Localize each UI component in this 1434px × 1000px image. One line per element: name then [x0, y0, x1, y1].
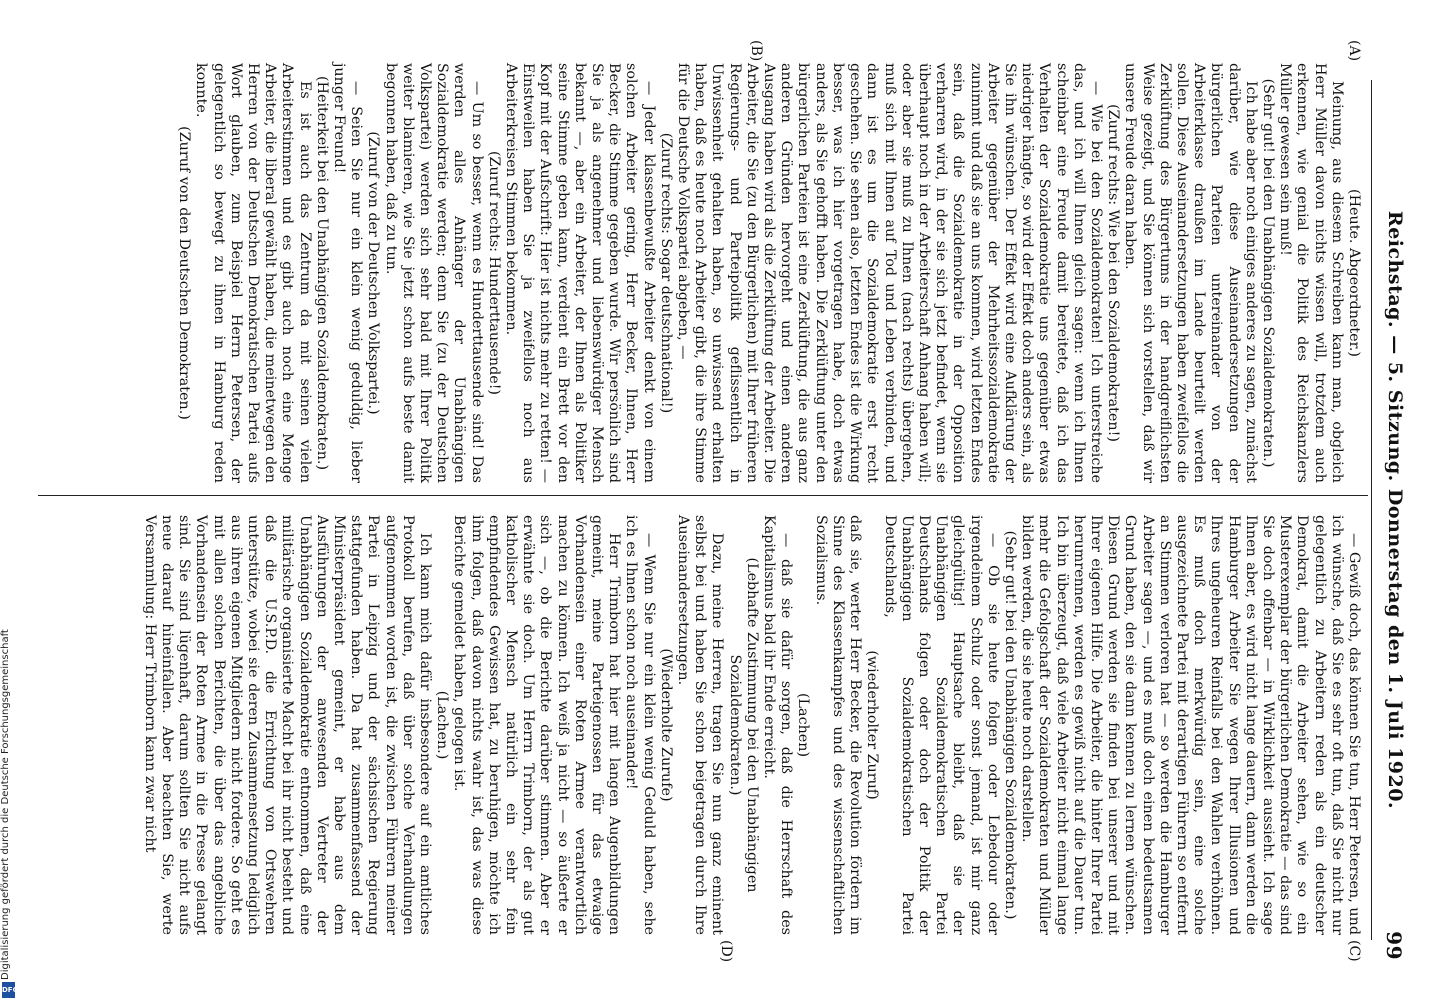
digitization-credit — [0, 600, 18, 1000]
paragraph: — Ob sie heute folgen oder Lebedour oder irgendeinem Schulz oder sonst jemand, ist mir ganz gleichgültig! Hauptsache bleibt, daß sie der Unabhängigen Sozialdemokratischen Partei Deutschlands folgen oder doch der Politik der Unabhängigen Sozialdemokratischen Partei Deutschlands, — [881, 515, 1001, 935]
margin-marker-d: (D) — [718, 940, 734, 963]
interjection: (Wiederholte Zurufe) — [657, 648, 674, 802]
paragraph: Ich habe aber noch einiges anderes zu sagen, zunächst darüber, wie diese Auseinandersetzungen der bürgerlichen Parteien untereinander von der Arbeiterklasse draußen im Lande beurteilt werden sollen. Diese Auseinandersetzungen haben zweifellos die Zerklüftung des Bürgertums in der handgreiflichsten Weise gezeigt, und Sie können sich vorstellen, daß wir unsere Freude daran haben. — [1122, 63, 1259, 483]
left-text-column — [175, 63, 1362, 483]
paragraph: Es ist auch das Zentrum da mit seinen vielen Arbeiterstimmen und es gibt auch noch eine Menge Arbeiter, die liberal gewählt haben, die meinetwegen den Herren von der Deutschen Demokratischen Partei aufs Wort glauben, zum Beispiel Herrn Petersen, der gelegentlich so bewegt zu ihnen in Hamburg reden konnte. — [193, 63, 313, 483]
paragraph: — Gewiß doch, das können Sie tun, Herr Petersen, und ich wünsche, daß Sie es sehr oft tun, daß Sie nicht nur gelegentlich zu Arbeitern reden als ein deutscher Demokrat, damit die Arbeiter sehen, wie so ein Musterexemplar der bürgerlichen Demokratie — das sind Sie doch offenbar — in Wirklichkeit aussieht. Ich sage Ihnen aber, es wird nicht lange dauern, dann werden die Hamburger Arbeiter Sie wegen Ihrer Illusionen und Ihres ungeheuren Reinfalls bei den Wahlen verhöhnen. Es muß doch merkwürdig sein, eine solche ausgezeichnete Partei mit derartigen Führern so entfernt an Stimmen verloren hat — so werden die Hamburger Arbeiter sagen —, und es muß doch einen bedeutsamen Grund haben, den sie dann kennen zu lernen wünschen. Diesen Grund werden sie finden bei unserer und mit Ihrer eigenen Hilfe. Die Arbeiter, die hinter Ihrer Partei herumrennen, werden es gewiß nicht auf die Dauer tun. Ich bin überzeugt, daß viele Arbeiter nicht einmal lange mehr die Gefolgschaft der Sozialdemokraten und Müller bilden werden, die sie heute noch darstellen. — [1019, 515, 1362, 935]
interjection: (Sehr gut! bei den Unabhängigen Sozialdemokraten.) — [1001, 530, 1018, 920]
margin-marker-c: (C) — [1346, 940, 1362, 962]
header-rule — [1371, 80, 1372, 940]
paragraph: Ich kann mich dafür insbesondere auf ein amtliches Protokoll berufen, daß über solche Verhandlungen aufgenommen worden ist, die zwischen Führern meiner Partei in Leipzig und der sächsischen Regierung stattgefunden haben. Da hat zusammenfassend der Ministerpräsident gemeint, er habe aus dem Ausführungen der anwesenden Vertreter der Unabhängigen Sozialdemokratie entnommen, daß eine militärische organisierte Macht bei ihr nicht besteht und daß die U.S.P.D. die Errichtung von Ortswehren unterstütze, wobei sie deren Zusammensetzung lediglich aus ihren eigenen Mitgliedern nicht fordere. So geht es mit allen solchen Berichten, die über das angebliche Vorhandensein der Roten Armee in die Presse gelangt sind. Sie sind lügenhaft, darum sollten Sie nicht aufs neue darauf hineinfallen. Aber beachten Sie, werte Versammlung: Herr Trimborn kann zwar nicht — [141, 515, 434, 935]
interjection: (wiederholter Zuruf) — [864, 650, 881, 800]
paragraph: — Wenn Sie nur ein klein wenig Geduld haben, sehe ich es Ihnen schon noch auseinander! — [623, 515, 657, 935]
interjection: (Heiterkeit bei den Unabhängigen Sozialdemokraten.) — [313, 75, 330, 471]
right-text-column — [141, 515, 1362, 935]
paragraph: Dazu, meine Herren, tragen Sie nun ganz eminent selbst bei und haben Sie schon beigetragen durch Ihre Auseinandersetzungen. — [675, 515, 726, 935]
paragraph: — Jeder klassenbewußte Arbeiter denkt von einem solchen Arbeiter gering, Herr Becker, Ihnen, Herr Becker, die Stimme gegeben wurde. Wir persönlich sind Sie ja als angenehmer und liebenswürdiger Mensch bekannt —, aber ein Arbeiter, der Ihnen als Politiker seine Stimme geben kann, verdient ein Brett vor den Kopf mit der Aufschrift: Hier ist nichts mehr zu retten! — Einstweilen haben Sie ja zweifellos noch aus Arbeiterkreisen Stimmen bekommen. — [503, 63, 657, 483]
paragraph: Meinung, aus diesem Schreiben kann man, obgleich Herr Müller davon nichts wissen will, trotzdem auch erkennen, wie genial die Politik des Reichskanzlers Müller gewesen sein muß! — [1277, 63, 1345, 483]
dfg-logo: DFG — [2, 982, 15, 998]
paragraph: (Heute. Abgeordneter.) — [1346, 189, 1362, 357]
paragraph: Herr Trimborn hat hier mit langen Augenbildungen gemeint, meine Parteigenossen für das etwaige Vorhandensein einer Roten Armee verantwortlich machen zu können. Ich weiß ja nicht — so äußerte er sich —, ob die Berichte darüber stimmen. Aber er erwähnte sie doch. Um Herrn Trimborn, der als gut katholischer Mensch natürlich ein sehr fein empfindendes Gewissen hat, zu beruhigen, möchte ich ihm folgen, daß davon nichts wahr ist, das was diese Berichte gemeldet haben, gelogen ist. — [451, 515, 623, 935]
margin-marker-a: (A) — [1346, 40, 1362, 62]
paragraph: — Seien Sie nur ein klein wenig geduldig, lieber junger Freund! — [331, 63, 365, 483]
column-divider — [38, 495, 1368, 496]
interjection: (Zuruf rechts: Sogar deutschnational!) — [657, 132, 674, 414]
interjection: (Lachen.) — [434, 690, 451, 760]
interjection: (Zuruf von der Deutschen Volkspartei.) — [365, 131, 382, 415]
margin-marker-b: (B) — [748, 40, 764, 62]
page-header — [1376, 60, 1406, 960]
interjection: (Zuruf rechts: Wie bei den Sozialdemokraten!) — [1105, 104, 1122, 442]
interjection: (Sehr gut! bei den Unabhängigen Sozialdemokraten.) — [1259, 78, 1276, 468]
paragraph: — daß sie dafür sorgen, daß die Herrschaft des Kapitalismus bald ihr Ende erreicht. — [761, 515, 795, 935]
page-number: 99 — [1382, 931, 1406, 960]
interjection: (Lachen) — [795, 692, 812, 758]
interjection: (Lebhafte Zustimmung bei den Unabhängigen Sozialdemokraten.) — [726, 557, 760, 893]
funding-note: Digitalisierung gefördert durch die Deutsche Forschungsgemeinschaft — [0, 629, 11, 980]
paragraph: — Um so besser, wenn es Hunderttausende sind! Das werden alles Anhänger der Unabhängigen Sozialdemokratie werden; denn Sie (zu der Deutschen Volkspartei) werden sich sehr bald mit Ihrer Politik weiter blamieren, wie Sie jetzt schon aufs beste damit begonnen haben, daß zu tun. — [382, 63, 485, 483]
interjection: (Zuruf von den Deutschen Demokraten.) — [176, 126, 193, 420]
paragraph: daß sie, werter Herr Becker, die Revolution fördern im Sinne des Klassenkampfes und des wissenschaftlichen Sozialismus. — [812, 515, 864, 935]
page-title: Reichstag. — 5. Sitzung. Donnerstag den 1. Juli 1920. — [1384, 210, 1406, 810]
paragraph: — Wie bei den Sozialdemokraten! Ich unterstreiche das, und ich will Ihnen gleich sagen: wenn ich Ihnen scheinbar eine Freude damit bereitete, daß ich das Verhalten der Sozialdemokratie uns gegenüber etwas niedriger hängte, so wird der Effekt doch anders sein, als Sie ihn wünschen. Der Effekt wird eine Aufklärung der Arbeiter gegenüber der Mehrheitssozialdemokratie zunimmt und daß sie an uns kommen, wird letzten Endes sein, daß die Sozialdemokratie in der Opposition verharren wird, in der sie sich jetzt befindet, wenn sie überhaupt noch in der Arbeiterschaft Anhang haben will; oder aber sie muß zu Ihnen (nach rechts) übergehen, muß sich mit Ihnen auf Tod und Leben verbinden, und dann ist es um die Sozialdemokratie erst recht geschehen. Sie sehen also, letzten Endes ist die Wirkung besser, was ich hier vorgetragen habe, doch etwas anders, als Sie gehofft haben. Die Zerklüftung unter den bürgerlichen Parteien ist eine Zerklüftung, die aus ganz anderen Gründen hervorgeht und einen anderen Ausgang haben wird als die Zerklüftung der Arbeiter. Die Arbeiter, die Sie (zu den Bürgerlichen) mit Ihrer früheren Regierungs- und Parteipolitik geflissentlich in Unwissenheit gehalten haben, so unwissend erhalten haben, daß es heute noch Arbeiter gibt, die ihre Stimme für die Deutsche Volkspartei abgeben, — — [675, 63, 1104, 483]
interjection: (Zuruf rechts: Hunderttausende!) — [485, 150, 502, 396]
